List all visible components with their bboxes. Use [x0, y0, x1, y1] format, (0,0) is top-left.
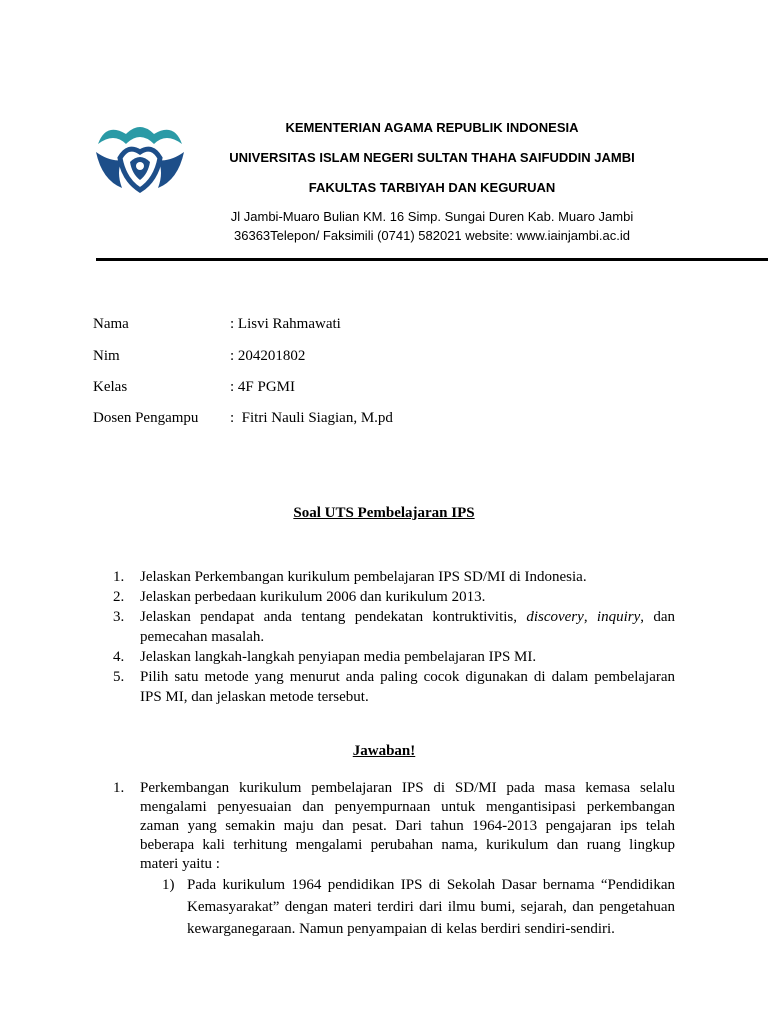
header-divider [96, 258, 768, 261]
list-item [113, 587, 675, 607]
list-item [113, 667, 675, 707]
list-item [162, 874, 675, 940]
list-number: 5. [113, 669, 125, 685]
name-value: : Lisvi Rahmawati [230, 316, 341, 332]
list-number: 2. [113, 589, 125, 605]
contact-line: 36363Telepon/ Faksimili (0741) 582021 website: www.iainjambi.ac.id [234, 228, 630, 243]
answer-text: Pada kurikulum 1964 pendidikan IPS di Sekolah Dasar bernama “Pendidikan Kemasyarakat” dengan materi terdiri dari ilmu bumi, sejarah, dan pengetahuan kewarganegaraan. Namun penyampaian di kelas berdiri sendiri-sendiri. [187, 877, 675, 937]
question-text: Jelaskan langkah-langkah penyiapan media pembelajaran IPS MI. [140, 649, 537, 665]
class-label: Kelas [93, 379, 128, 395]
question-emphasis: discovery [526, 609, 584, 625]
list-item [113, 567, 675, 587]
university-heading: UNIVERSITAS ISLAM NEGERI SULTAN THAHA SAIFUDDIN JAMBI [229, 150, 635, 165]
answer-sublist [162, 874, 675, 940]
list-number: 1. [113, 569, 125, 585]
questions-title: Soal UTS Pembelajaran IPS [293, 505, 475, 521]
question-text: Jelaskan Perkembangan kurikulum pembelajaran IPS SD/MI di Indonesia. [140, 569, 587, 585]
list-item [113, 647, 675, 667]
question-text-part: , [583, 609, 597, 625]
question-text-part: Jelaskan pendapat anda tentang pendekatan kontruktivitis, [140, 609, 527, 625]
ministry-heading: KEMENTERIAN AGAMA REPUBLIK INDONESIA [285, 120, 579, 135]
answer-text: Perkembangan kurikulum pembelajaran IPS di SD/MI pada masa kemasa selalu mengalami penyesuaian dan penyempurnaan untuk mengantisipasi perkembangan zaman yang semakin maju dan pesat. Dari tahun 1964-2013 pengajaran ips telah beberapa kali terhitung mengalami perubahan nama, kurikulum dan ruang lingkup materi yaitu : [140, 780, 675, 872]
nim-value: : 204201802 [230, 348, 306, 364]
answers-list [113, 779, 675, 874]
answers-title: Jawaban! [352, 743, 416, 759]
lecturer-value: : Fitri Nauli Siagian, M.pd [230, 410, 393, 426]
question-text: Pilih satu metode yang menurut anda paling cocok digunakan di dalam pembelajaran IPS MI, dan jelaskan metode tersebut. [140, 669, 675, 705]
nim-label: Nim [93, 348, 120, 364]
list-number: 1) [162, 877, 175, 893]
question-text: Jelaskan perbedaan kurikulum 2006 dan kurikulum 2013. [140, 589, 486, 605]
faculty-heading: FAKULTAS TARBIYAH DAN KEGURUAN [308, 180, 556, 195]
question-text-part: , dan pemecahan masalah. [140, 609, 675, 645]
list-item [113, 607, 675, 647]
university-logo [92, 118, 188, 194]
list-item [113, 779, 675, 874]
lecturer-label: Dosen Pengampu [93, 410, 199, 426]
class-value: : 4F PGMI [230, 379, 296, 395]
question-emphasis: inquiry [596, 609, 641, 625]
list-number: 4. [113, 649, 125, 665]
list-number: 1. [113, 780, 125, 796]
list-number: 3. [113, 609, 125, 625]
address-line: Jl Jambi-Muaro Bulian KM. 16 Simp. Sungai Duren Kab. Muaro Jambi [230, 209, 634, 224]
questions-list [113, 567, 675, 707]
question-text [140, 609, 675, 645]
name-label: Nama [93, 316, 129, 332]
